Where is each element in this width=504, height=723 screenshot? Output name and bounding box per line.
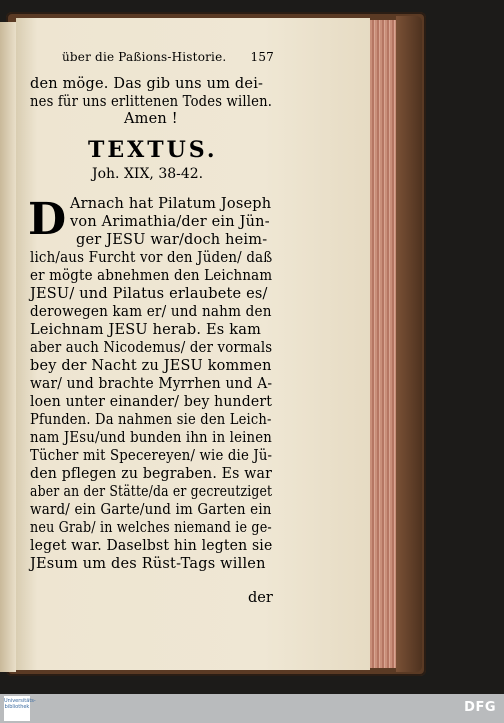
text-line: nes für uns erlittenen Todes willen. (30, 94, 273, 110)
section-title: TEXTUS. (88, 137, 218, 163)
dfg-logo[interactable]: DFG (464, 700, 496, 715)
catchword: der (248, 590, 273, 606)
text-line: lich/aus Furcht vor den Jüden/ daß (30, 250, 273, 266)
text-line: von Arimathia/der ein Jün- (70, 214, 270, 230)
viewer-footer-bar (0, 694, 504, 723)
cover-edge (396, 16, 422, 672)
text-line: Pfunden. Da nahmen sie den Leich- (30, 412, 272, 428)
text-line: nam JEsu/und bunden ihn in leinen (30, 430, 272, 446)
text-line: aber auch Nicodemus/ der vormals (30, 340, 273, 356)
text-line: Tücher mit Specereyen/ wie die Jü- (30, 448, 273, 464)
text-line: bey der Nacht zu JESU kommen (30, 358, 272, 374)
page-number: 157 (250, 50, 274, 64)
bible-reference: Joh. XIX, 38-42. (92, 166, 204, 182)
library-logo[interactable]: Universitäts-bibliothek (4, 696, 30, 721)
text-line: er mögte abnehmen den Leichnam (30, 268, 273, 284)
text-line: derowegen kam er/ und nahm den (30, 304, 272, 320)
text-line: JESU/ und Pilatus erlaubete es/ (30, 286, 268, 302)
page-fore-edge (370, 20, 396, 668)
running-head (62, 50, 274, 64)
text-line: leget war. Daselbst hin legten sie (30, 538, 273, 554)
text-line: loen unter einander/ bey hundert (30, 394, 273, 410)
text-line: ger JESU war/doch heim- (76, 232, 268, 248)
text-line: den pflegen zu begraben. Es war (30, 466, 273, 482)
text-line: ward/ ein Garte/und im Garten ein (30, 502, 272, 518)
text-line: aber an der Stätte/da er gecreutziget (30, 484, 273, 500)
drop-initial: D (28, 194, 67, 245)
text-line: JEsum um des Rüst-Tags willen (30, 556, 266, 572)
gutter (0, 22, 16, 672)
text-line: neu Grab/ in welches niemand ie ge- (30, 520, 272, 536)
text-line: den möge. Das gib uns um dei- (30, 76, 264, 92)
text-line: war/ und brachte Myrrhen und A- (30, 376, 273, 392)
text-line: Arnach hat Pilatum Joseph (70, 196, 272, 212)
text-line: Amen ! (124, 111, 178, 127)
text-line: Leichnam JESU herab. Es kam (30, 322, 262, 338)
running-head-title: über die Paßions-Historie. (62, 50, 227, 64)
